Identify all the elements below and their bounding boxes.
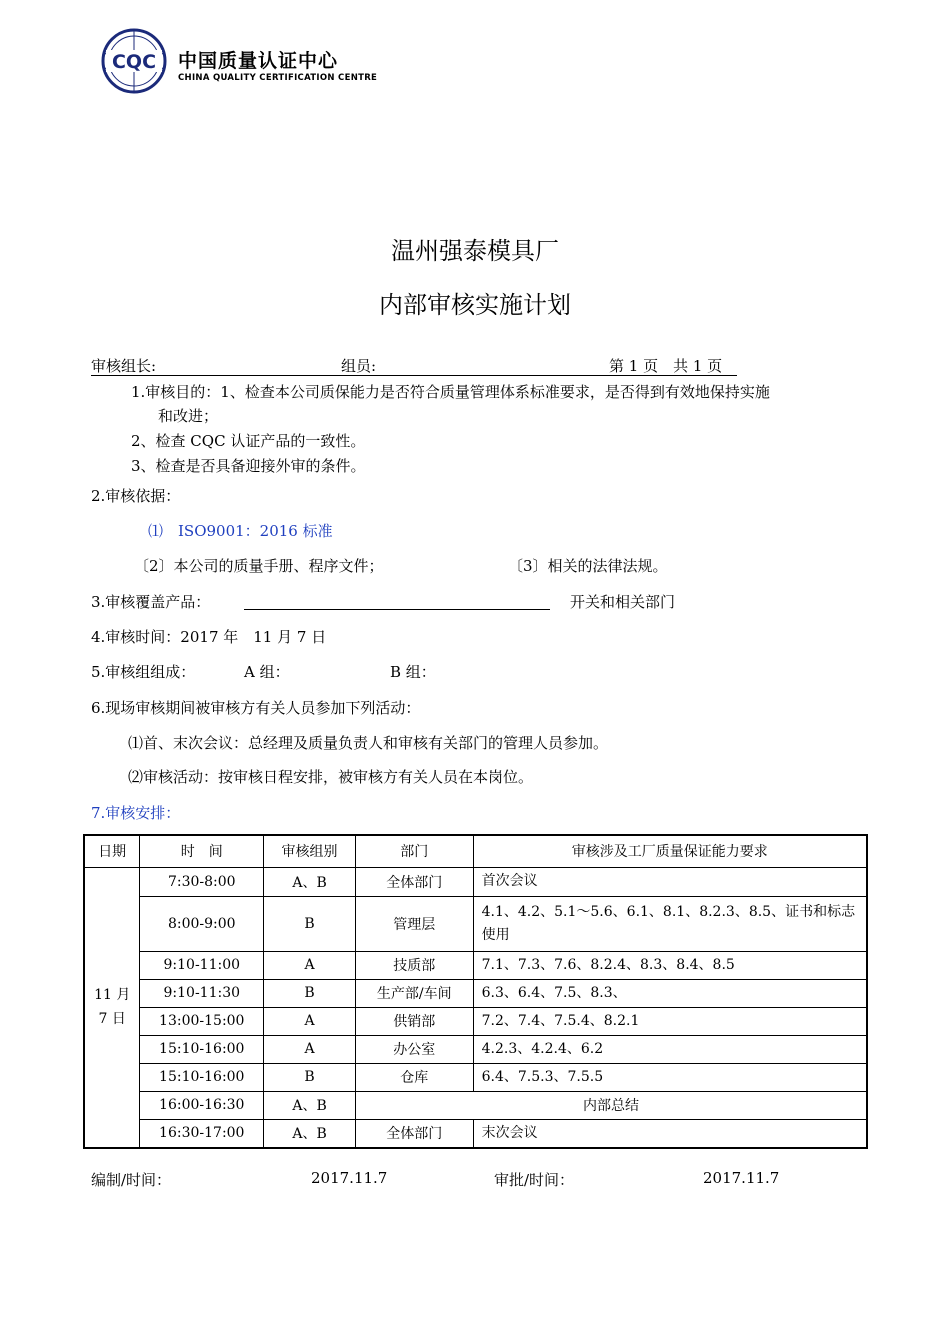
table-row (84, 951, 867, 979)
dept-cell: 技质部 (355, 951, 473, 979)
table-row (84, 896, 867, 951)
req-cell: 7.2、7.4、7.5.4、8.2.1 (473, 1007, 867, 1035)
purpose-line-3: 3、检查是否具备迎接外审的条件。 (131, 457, 366, 475)
table-row (84, 979, 867, 1007)
schedule-table (83, 834, 868, 1149)
page-label: 第 1 页 共 1 页 (609, 357, 723, 375)
table-row (84, 1035, 867, 1063)
header-group: 审核组别 (264, 835, 356, 867)
time-cell: 7:30-8:00 (140, 867, 264, 896)
group-cell: B (264, 1063, 356, 1091)
compile-label: 编制/时间： (91, 1171, 172, 1189)
req-cell: 6.4、7.5.3、7.5.5 (473, 1063, 867, 1091)
dept-cell: 管理层 (355, 896, 473, 951)
table-row (84, 1119, 867, 1148)
coverage-underline (244, 591, 550, 610)
basis-item-1: ⑴ ISO9001：2016 标准 (148, 522, 333, 540)
date-cell: 11 月 7 日 (84, 867, 140, 1148)
time-cell: 9:10-11:30 (140, 979, 264, 1007)
approve-label: 审批/时间： (494, 1171, 575, 1189)
req-cell: 4.2.3、4.2.4、6.2 (473, 1035, 867, 1063)
dept-cell: 全体部门 (355, 867, 473, 896)
group-cell: A、B (264, 1119, 356, 1148)
svg-text:CQC: CQC (111, 51, 157, 73)
req-cell: 首次会议 (473, 867, 867, 896)
group-cell: A (264, 1035, 356, 1063)
logo-name-cn: 中国质量认证中心 (178, 50, 339, 72)
group-cell: A、B (264, 867, 356, 896)
group-cell: A (264, 951, 356, 979)
time-cell: 13:00-15:00 (140, 1007, 264, 1035)
header-time: 时 间 (140, 835, 264, 867)
team-b: B 组： (390, 663, 436, 681)
basis-label: 2.审核依据： (91, 487, 181, 505)
audit-time: 4.审核时间：2017 年 11 月 7 日 (91, 628, 327, 646)
dept-cell: 生产部/车间 (355, 979, 473, 1007)
activities-item-2: ⑵审核活动：按审核日程安排，被审核方有关人员在本岗位。 (128, 768, 534, 786)
basis-item-3: 〔3〕相关的法律法规。 (508, 557, 668, 575)
cqc-logo (100, 28, 378, 94)
activities-item-1: ⑴首、末次会议：总经理及质量负责人和审核有关部门的管理人员参加。 (128, 734, 609, 752)
header-requirements: 审核涉及工厂质量保证能力要求 (473, 835, 867, 867)
purpose-line-1b: 和改进； (158, 407, 219, 425)
group-cell: B (264, 979, 356, 1007)
merged-summary-cell: 内部总结 (355, 1091, 867, 1119)
group-cell: B (264, 896, 356, 951)
dept-cell: 全体部门 (355, 1119, 473, 1148)
group-cell: A (264, 1007, 356, 1035)
table-header-row (84, 835, 867, 867)
table-row (84, 1007, 867, 1035)
req-cell: 6.3、6.4、7.5、8.3、 (473, 979, 867, 1007)
cqc-emblem-icon (100, 28, 170, 94)
table-row (84, 1091, 867, 1119)
dept-cell: 办公室 (355, 1035, 473, 1063)
dept-cell: 仓库 (355, 1063, 473, 1091)
time-cell: 8:00-9:00 (140, 896, 264, 951)
activities-label: 6.现场审核期间被审核方有关人员参加下列活动： (91, 699, 421, 717)
company-name: 温州强泰模具厂 (391, 237, 559, 265)
req-cell: 末次会议 (473, 1119, 867, 1148)
req-cell: 7.1、7.3、7.6、8.2.4、8.3、8.4、8.5 (473, 951, 867, 979)
compile-date: 2017.11.7 (311, 1169, 388, 1187)
dept-cell: 供销部 (355, 1007, 473, 1035)
approve-date: 2017.11.7 (703, 1169, 780, 1187)
header-dept: 部门 (355, 835, 473, 867)
header-date: 日期 (84, 835, 140, 867)
basis-item-2: 〔2〕本公司的质量手册、程序文件； (134, 557, 384, 575)
time-cell: 16:30-17:00 (140, 1119, 264, 1148)
time-cell: 9:10-11:00 (140, 951, 264, 979)
time-cell: 15:10-16:00 (140, 1035, 264, 1063)
logo-name-en: CHINA QUALITY CERTIFICATION CENTRE (178, 73, 378, 83)
coverage-label: 3.审核覆盖产品： (91, 593, 211, 611)
req-cell: 4.1、4.2、5.1～5.6、6.1、8.1、8.2.3、8.5、证书和标志使用 (473, 896, 867, 951)
purpose-line-2: 2、检查 CQC 认证产品的一致性。 (131, 432, 366, 450)
schedule-label: 7.审核安排： (91, 804, 181, 822)
coverage-value: 开关和相关部门 (570, 593, 676, 611)
table-row (84, 1063, 867, 1091)
time-cell: 16:00-16:30 (140, 1091, 264, 1119)
header-row (91, 355, 737, 376)
document-title: 内部审核实施计划 (379, 291, 571, 319)
team-a: A 组： (244, 663, 290, 681)
purpose-line-1: 1.审核目的：1、检查本公司质保能力是否符合质量管理体系标准要求，是否得到有效地保持实施 (131, 383, 770, 401)
team-label: 5.审核组组成： (91, 663, 196, 681)
group-cell: A、B (264, 1091, 356, 1119)
table-row (84, 867, 867, 896)
time-cell: 15:10-16:00 (140, 1063, 264, 1091)
leader-label: 审核组长: (91, 357, 157, 375)
member-label: 组员: (341, 357, 377, 375)
